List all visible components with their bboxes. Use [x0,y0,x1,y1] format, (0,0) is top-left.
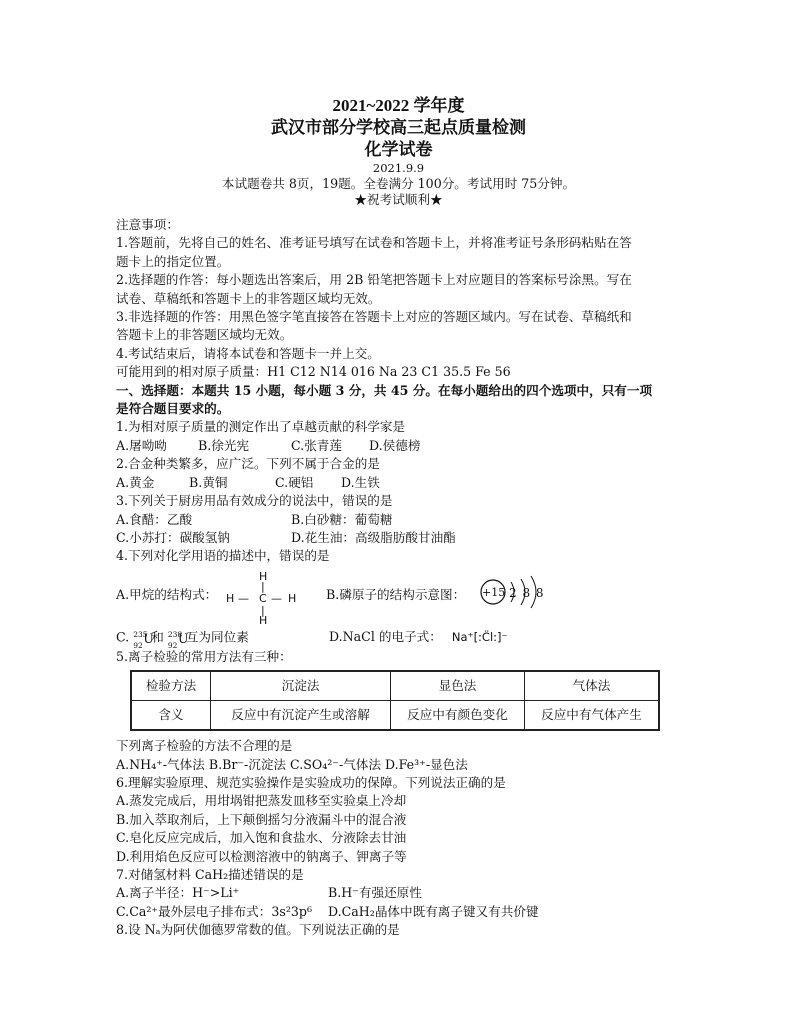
question-options [116,903,681,921]
question-5 [116,648,681,774]
question-stem: 8.设 Nₐ为阿伏伽德罗常数的值。下列说法正确的是 [116,922,400,938]
nacl-electron-formula: Na⁺[:C̈l:]⁻ [451,629,508,644]
element-symbol: U [143,630,154,646]
atomic-number: 92 [133,640,143,650]
option-d: D.生铁 [341,474,380,490]
question-stem: 7.对储氢材料 CaH₂描述错误的是 [116,866,304,882]
question-stem: 4.下列对化学用语的描述中，错误的是 [116,548,330,564]
option-c: C.皂化反应完成后，加入饱和食盐水、分液除去甘油 [116,830,407,846]
question-options [116,437,681,455]
carbon: C [259,591,267,605]
option-c: C.硬铝 [275,474,314,490]
hydrogen-left: H [226,591,235,605]
question-6 [116,774,681,866]
exam-subject: 化学试卷 [364,140,433,159]
table-cell: 检验方法 [131,671,211,701]
option-a: A.黄金 [116,474,155,490]
exam-wish: ★祝考试顺利★ [354,192,443,207]
exam-date: 2021.9.9 [372,161,425,175]
question-options [116,884,681,902]
mass-number: 235 [133,629,148,639]
element-symbol: U [177,630,189,646]
isotope-u238 [167,628,189,650]
notice-line: 题卡上的指定位置。 [116,253,230,269]
question-stem: 5.离子检验的常用方法有三种： [116,648,292,664]
option-d: D.侯德榜 [369,437,421,453]
question-stem: 3.下列关于厨房用品有效成分的说法中，错误的是 [116,493,393,509]
option-d-label: D.NaCl 的电子式： [329,628,442,644]
section-heading: 一、选择题：本题共 15 小题，每小题 3 分，共 45 分。在每小题给出的四个选项中，只有一项 [116,382,653,398]
table-row [131,671,659,701]
section-heading: 是符合题目要求的。 [116,401,230,417]
notice-line: 试卷、草稿纸和答题卡上的非答题区域均无效。 [116,290,381,306]
question-stem: 2.合金种类繁多，应广泛。下列不属于合金的是 [116,456,380,472]
phosphorus-atom-diagram [479,574,549,610]
option-a: A.食醋：乙酸 [116,511,193,527]
exam-title: 武汉市部分学校高三起点质量检测 [271,118,526,137]
question-1 [116,418,681,455]
question-options [116,474,681,492]
option-c [116,628,249,648]
atomic-masses: 可能用到的相对原子质量：H1 C12 N14 016 Na 23 C1 35.5 Fe 56 [116,364,511,380]
question-stem: 下列离子检验的方法不合理的是 [116,738,293,754]
table-cell: 反应中有气体产生 [524,701,659,731]
option-b: B.白砂糖：葡萄糖 [291,511,393,527]
option-c: C.小苏打：碳酸氢钠 [116,529,230,545]
option-c-and: 和 [151,629,164,645]
bond-left: — [238,591,249,605]
atomic-number: 92 [167,640,178,650]
option-d [329,628,508,646]
question-7 [116,866,681,921]
notice-line: 答题卡上的非答题区域均无效。 [116,327,293,343]
option-a: A.蒸发完成后，用坩埚钳把蒸发皿移至实验桌上冷却 [116,793,407,809]
option-b: B.徐光宪 [198,437,250,453]
notice-line: 3.非选择题的作答：用黑色签字笔直接答在答题卡上对应的答题区域内。写在试卷、草稿纸和 [116,309,632,325]
question-8 [116,921,681,939]
table-cell: 反应中有颜色变化 [391,701,525,731]
option-b: B.磷原子的结构示意图： [326,586,466,602]
question-2 [116,455,681,492]
question-stem: 1.为相对原子质量的测定作出了卓越贡献的科学家是 [116,419,406,435]
notice-line: 2.选择题的作答：每小题选出答案后，用 2B 铅笔把答题卡上对应题目的答案标号涂黑。写在 [116,272,632,288]
option-b: B.黄铜 [189,474,228,490]
ion-test-table [130,670,660,731]
question-3 [116,492,681,547]
option-c: C.张青莲 [291,437,342,453]
question-4 [116,547,681,650]
notice-line: 4.考试结束后，请将本试卷和答题卡一并上交。 [116,345,380,361]
table-cell: 反应中有沉淀产生或溶解 [211,701,391,731]
exam-page [116,95,681,940]
option-a: A.离子半径：H⁻>Li⁺ [116,885,240,901]
question-stem: 6.理解实验原理、规范实验操作是实验成功的保障。下列说法正确的是 [116,774,506,790]
table-cell: 气体法 [524,671,659,701]
option-d: D.花生油：高级脂肪酸甘油酯 [291,529,456,545]
exam-info: 本试题卷共 8页，19题。全卷满分 100分。考试用时 75分钟。 [221,176,576,191]
bond-right: — [271,591,282,605]
bond-top: | [261,579,265,593]
question-options [116,511,681,529]
question-options [116,529,681,547]
hydrogen-bottom: H [259,613,268,627]
question-options [116,624,681,648]
notice-line: 1.答题前，先将自己的姓名、准考证号填写在试卷和答题卡上，并将准考证号条形码粘贴在答 [116,235,632,251]
option-d: D.CaH₂晶体中既有离子键又有共价键 [328,903,539,919]
option-b: B.H⁻有强还原性 [328,885,422,901]
electron-shells: 2 8 8 [509,585,545,600]
mass-number: 238 [167,629,183,639]
table-cell: 含义 [131,701,211,731]
option-a: A.屠呦呦 [116,437,167,453]
hydrogen-right: H [288,591,297,605]
table-row [131,701,659,731]
exam-year: 2021~2022 学年度 [332,96,465,115]
bond-bottom: | [261,603,265,617]
hydrogen-top: H [259,569,268,583]
isotope-u235 [133,628,154,650]
table-cell: 沉淀法 [211,671,391,701]
option-d: D.利用焰色反应可以检测溶液中的钠离子、钾离子等 [116,848,407,864]
question-options [116,566,681,627]
methane-structure [226,568,297,627]
option-c: C.Ca²⁺最外层电子排布式：3s²3p⁶ [116,903,313,919]
table-cell: 显色法 [391,671,525,701]
option-c-text: 互为同位素 [185,629,249,645]
option-c-label: C. [116,629,130,645]
option-b: B.加入萃取剂后，上下颠倒摇匀分液漏斗中的混合液 [116,811,407,827]
nucleus-charge: +15 [482,585,506,599]
option-a: A.甲烷的结构式： [116,586,218,602]
question-options: A.NH₄⁺-气体法 B.Br⁻-沉淀法 C.SO₄²⁻-气体法 D.Fe³⁺-显色法 [116,756,468,772]
notice-heading: 注意事项： [116,217,179,232]
